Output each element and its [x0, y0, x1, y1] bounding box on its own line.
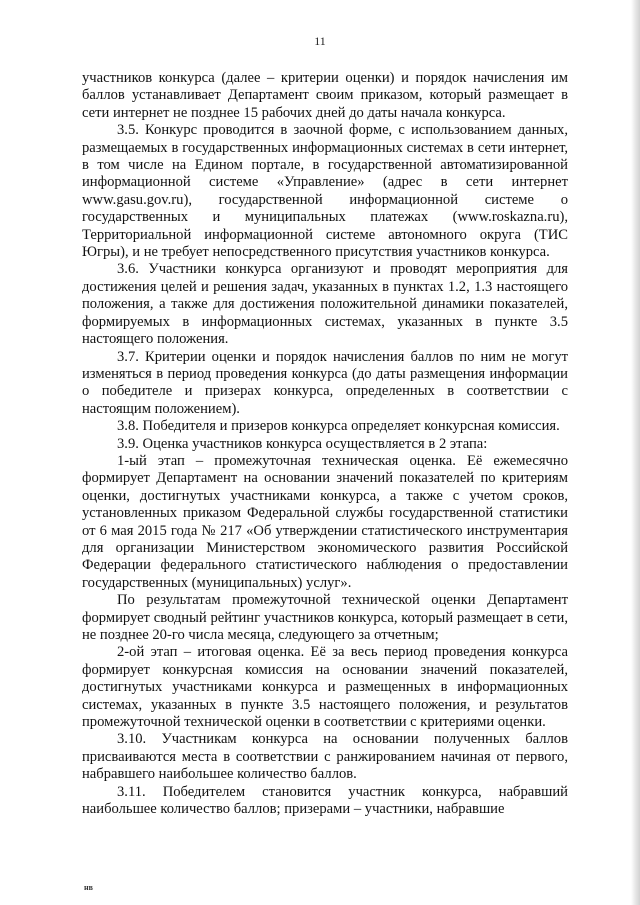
paragraph-3-7: 3.7. Критерии оценки и порядок начисления баллов по ним не могут изменяться в период проведения конкурса (до даты размещения информации о победителе и призерах конкурса, определенных в соответствии с настоящим положением).	[82, 348, 568, 417]
paragraph-stage-2: 2-ой этап – итоговая оценка. Её за весь период проведения конкурса формирует конкурсная комиссия на основании значений показателей, достигнутых участниками конкурса и размещенных в информационных системах, указанных в пункте 3.5 настоящего положения, и результатов промежуточной технической оценки в соответствии с критериями оценки.	[82, 644, 568, 731]
scan-edge-shadow	[631, 0, 640, 905]
page-number: 11	[314, 34, 326, 48]
document-body	[82, 70, 568, 818]
paragraph-3-6: 3.6. Участники конкурса организуют и проводят мероприятия для достижения целей и решения задач, указанных в пунктах 1.2, 1.3 настоящего положения, а также для достижения положительной динамики показателей, формируемых в информационных системах, указанных в пункте 3.5 настоящего положения.	[82, 261, 568, 348]
footer-initials: нв	[84, 883, 93, 892]
paragraph-3-8: 3.8. Победителя и призеров конкурса определяет конкурсная комиссия.	[117, 418, 560, 435]
paragraph-3-5: 3.5. Конкурс проводится в заочной форме, с использованием данных, размещаемых в государственных информационных системах в сети интернет, в том числе на Едином портале, в государственной автоматизированной информационной системе «Управление» (адрес в сети интернет www.gasu.gov.ru), государственной информационной системе о государственных и муниципальных платежах (www.roskazna.ru), Территориальной информационной системе автономного округа (ТИС Югры), и не требует непосредственного присутствия участников конкурса.	[82, 122, 568, 261]
paragraph-continuation: участников конкурса (далее – критерии оценки) и порядок начисления им баллов устанавливает Департамент своим приказом, который размещает в сети интернет не позднее 15 рабочих дней до даты начала конкурса.	[82, 70, 568, 121]
paragraph-3-9: 3.9. Оценка участников конкурса осуществляется в 2 этапа:	[117, 435, 488, 452]
paragraph-3-10: 3.10. Участникам конкурса на основании полученных баллов присваиваются места в соответствии с ранжированием начиная от первого, набравшего наибольшее количество баллов.	[82, 731, 568, 783]
paragraph-stage-1: 1-ый этап – промежуточная техническая оценка. Её ежемесячно формирует Департамент на основании значений показателей по критериям оценки, достигнутых участниками конкурса, а также с учетом сроков, установленных приказом Федеральной службы государственной статистики от 6 мая 2015 года № 217 «Об утверждении статистического инструментария для организации Министерством экономического развития Российской Федерации федерального статистического наблюдения о предоставлении государственных (муниципальных) услуг».	[82, 452, 568, 591]
paragraph-3-11: 3.11. Победителем становится участник конкурса, набравший наибольшее количество баллов; призерами – участники, набравшие	[82, 783, 568, 818]
paragraph-stage-1-results: По результатам промежуточной технической оценки Департамент формирует сводный рейтинг участников конкурса, который размещает в сети, не позднее 20-го числа месяца, следующего за отчетным;	[82, 592, 568, 643]
